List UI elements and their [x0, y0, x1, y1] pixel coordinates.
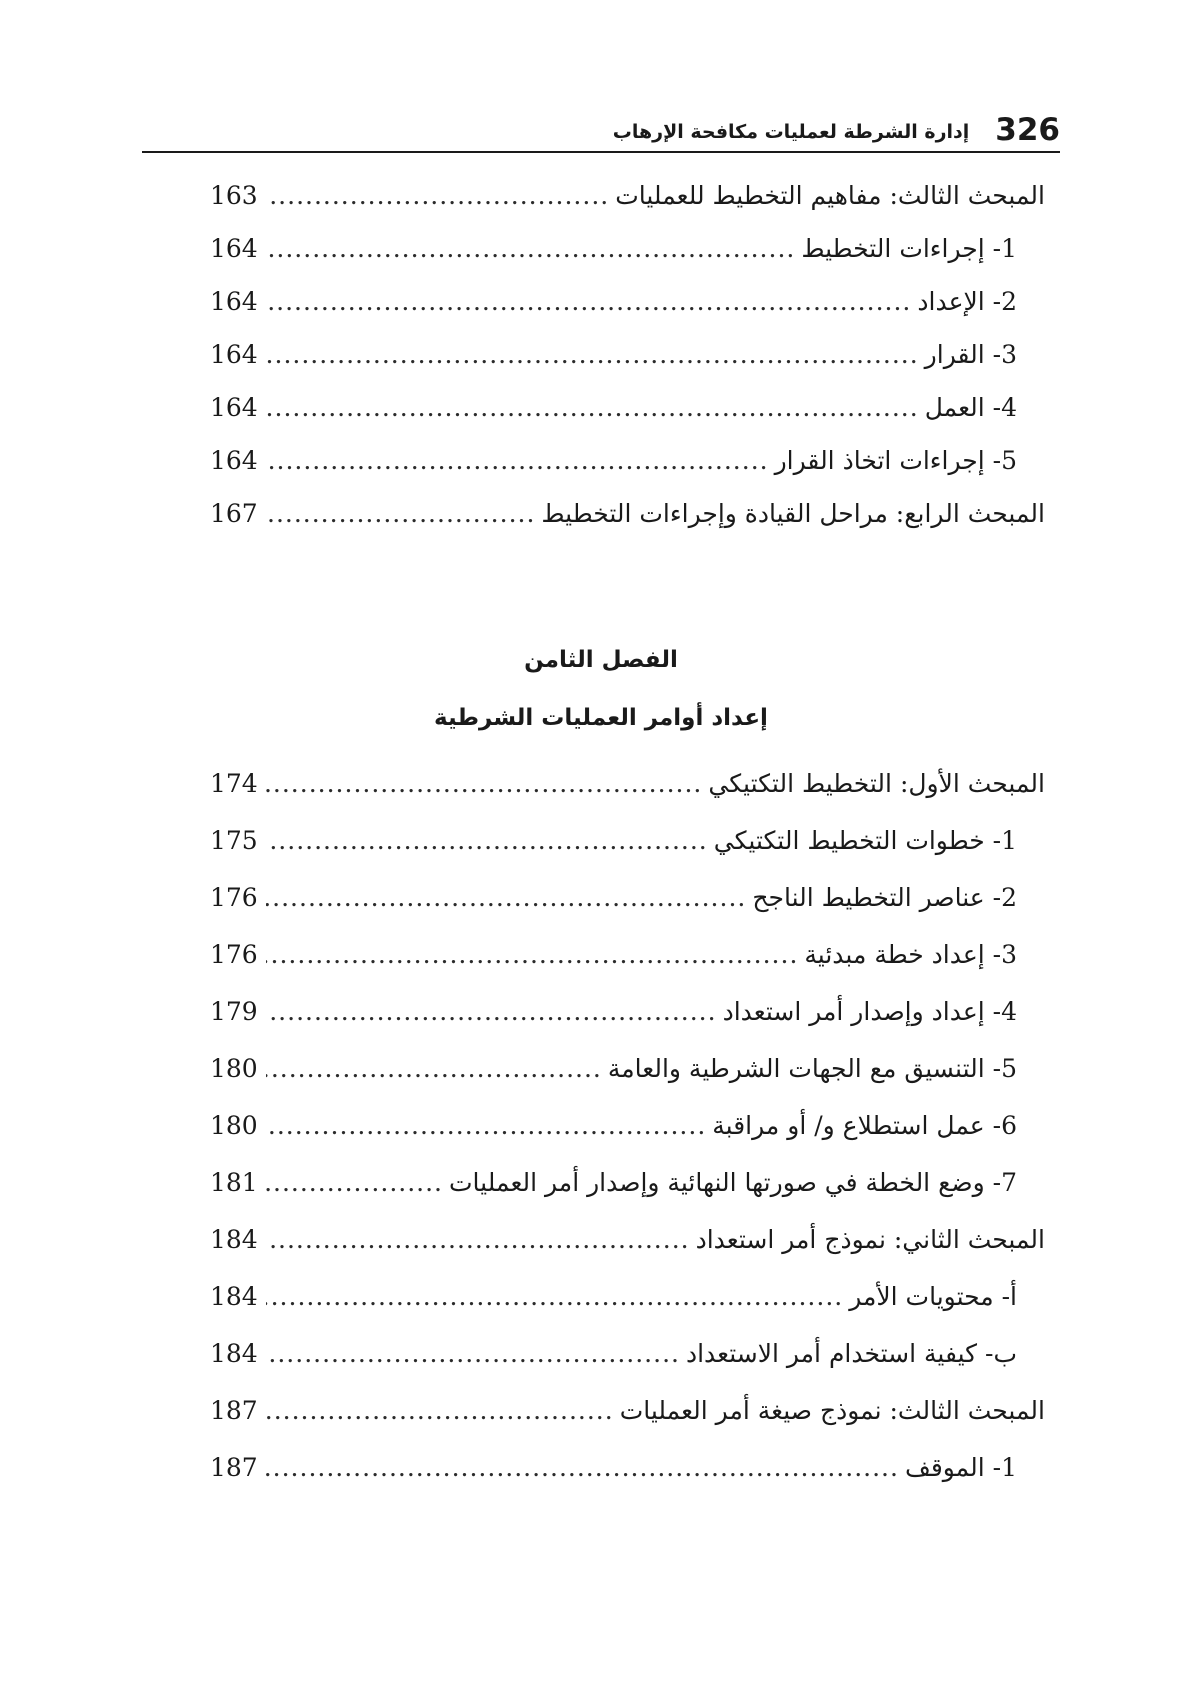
toc-entry-page: 184	[210, 1339, 258, 1368]
toc-entry-page: 163	[210, 181, 258, 210]
toc-entry-text: 5- إجراءات اتخاذ القرار	[774, 446, 1017, 475]
toc-entry	[210, 1334, 1045, 1374]
toc-entry-text: المبحث الثالث: نموذج صيغة أمر العمليات	[619, 1396, 1045, 1425]
toc-entry	[210, 935, 1045, 975]
toc-entry	[210, 878, 1045, 918]
toc-entry-text: 3- إعداد خطة مبدئية	[804, 940, 1017, 969]
toc-leader	[266, 1277, 844, 1317]
toc-entry	[210, 335, 1045, 375]
toc-entry	[210, 282, 1045, 322]
toc-entry-page: 180	[210, 1054, 258, 1083]
toc-leader	[266, 1391, 614, 1431]
toc-entry-text: المبحث الأول: التخطيط التكتيكي	[708, 769, 1045, 798]
toc-entry-text: ب- كيفية استخدام أمر الاستعداد	[685, 1339, 1017, 1368]
toc-leader	[266, 764, 703, 804]
running-header	[142, 100, 1060, 150]
toc-entry-page: 187	[210, 1396, 258, 1425]
toc-leader	[266, 282, 912, 322]
toc-entry-text: 3- القرار	[924, 340, 1017, 369]
running-title: إدارة الشرطة لعمليات مكافحة الإرهاب	[612, 121, 970, 143]
toc-leader	[266, 1448, 899, 1488]
toc-entry	[210, 1448, 1045, 1488]
toc-entry-text: المبحث الثاني: نموذج أمر استعداد	[695, 1225, 1045, 1254]
toc-entry	[210, 1106, 1045, 1146]
toc-entry	[210, 821, 1045, 861]
toc-leader	[266, 1049, 602, 1089]
toc-entry-page: 164	[210, 234, 258, 263]
toc-entry-page: 180	[210, 1111, 258, 1140]
toc-entry-text: المبحث الثالث: مفاهيم التخطيط للعمليات	[615, 181, 1045, 210]
toc-entry	[210, 764, 1045, 804]
toc-leader	[266, 992, 717, 1032]
toc-entry-page: 164	[210, 446, 258, 475]
toc-entry	[210, 992, 1045, 1032]
toc-leader	[266, 821, 708, 861]
toc-leader	[266, 1334, 680, 1374]
toc-entry-page: 181	[210, 1168, 258, 1197]
header-rule	[142, 151, 1060, 153]
toc-leader	[266, 494, 536, 534]
toc-entry-text: 1- الموقف	[904, 1453, 1017, 1482]
toc-leader	[266, 935, 799, 975]
toc-leader	[266, 335, 919, 375]
toc-leader	[266, 441, 769, 481]
toc-entry	[210, 1049, 1045, 1089]
toc-entry-text: المبحث الرابع: مراحل القيادة وإجراءات التخطيط	[541, 499, 1045, 528]
page-number: 326	[995, 112, 1060, 148]
toc-leader	[266, 388, 919, 428]
toc-entry	[210, 388, 1045, 428]
toc-entry-text: 4- العمل	[924, 393, 1017, 422]
toc-entry-text: 2- الإعداد	[917, 287, 1017, 316]
toc-entry	[210, 494, 1045, 534]
toc-leader	[266, 1163, 443, 1203]
chapter-label: الفصل الثامن	[524, 647, 678, 673]
toc-entry	[210, 1277, 1045, 1317]
toc-entry	[210, 1391, 1045, 1431]
toc-entry-text: 2- عناصر التخطيط الناجح	[752, 883, 1017, 912]
toc-entry-text: 1- خطوات التخطيط التكتيكي	[713, 826, 1017, 855]
toc-entry-text: 5- التنسيق مع الجهات الشرطية والعامة	[607, 1054, 1017, 1083]
chapter-title: إعداد أوامر العمليات الشرطية	[434, 705, 768, 731]
toc-entry-page: 167	[210, 499, 258, 528]
toc-entry	[210, 1163, 1045, 1203]
toc-entry	[210, 1220, 1045, 1260]
toc-leader	[266, 878, 747, 918]
toc-entry-page: 179	[210, 997, 258, 1026]
toc-entry-page: 187	[210, 1453, 258, 1482]
toc-leader	[266, 176, 610, 216]
toc-entry	[210, 229, 1045, 269]
toc-entry-text: 1- إجراءات التخطيط	[801, 234, 1017, 263]
toc-entry-page: 184	[210, 1282, 258, 1311]
toc-leader	[266, 1220, 690, 1260]
toc-entry-page: 164	[210, 393, 258, 422]
toc-entry-page: 164	[210, 340, 258, 369]
toc-entry-page: 174	[210, 769, 258, 798]
toc-entry-page: 184	[210, 1225, 258, 1254]
toc-entry-text: 6- عمل استطلاع و/ أو مراقبة	[712, 1111, 1017, 1140]
toc-entry-page: 176	[210, 940, 258, 969]
toc-entry-text: 7- وضع الخطة في صورتها النهائية وإصدار أمر العمليات	[449, 1168, 1017, 1197]
toc-entry	[210, 441, 1045, 481]
toc-entry-text: أ- محتويات الأمر	[849, 1282, 1017, 1311]
toc-entry-text: 4- إعداد وإصدار أمر استعداد	[722, 997, 1017, 1026]
toc-leader	[266, 1106, 707, 1146]
toc-entry-page: 164	[210, 287, 258, 316]
toc-entry-page: 176	[210, 883, 258, 912]
toc-leader	[266, 229, 796, 269]
toc-entry-page: 175	[210, 826, 258, 855]
toc-entry	[210, 176, 1045, 216]
